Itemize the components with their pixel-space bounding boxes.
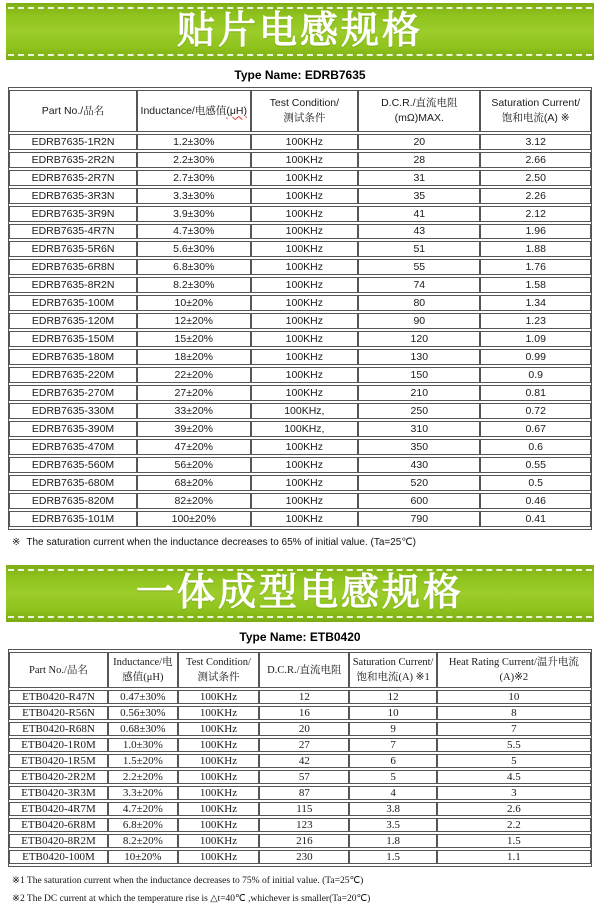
- cell: 310: [358, 421, 480, 437]
- table-row: [9, 493, 591, 509]
- table-row: [9, 818, 591, 832]
- banner-chip-inductor-title: 贴片电感规格: [176, 10, 423, 52]
- cell: 3.3±20%: [108, 786, 178, 800]
- cell: 2.26: [480, 188, 591, 204]
- cell: 7: [437, 722, 591, 736]
- cell: ETB0420-2R2M: [9, 770, 108, 784]
- type-name-etb0420: Type Name: ETB0420: [239, 630, 361, 644]
- cell: 100KHz: [251, 241, 359, 257]
- cell: 100KHz: [251, 224, 359, 239]
- cell: EDRB7635-820M: [9, 493, 137, 509]
- cell: 600: [358, 493, 480, 509]
- cell: 100KHz,: [251, 403, 359, 419]
- etb0420-spec-table: [8, 649, 592, 867]
- cell: 6: [349, 754, 436, 768]
- cell: 5.6±30%: [137, 241, 250, 257]
- table-row: [9, 134, 591, 150]
- cell: 0.9: [480, 367, 591, 383]
- cell: 0.99: [480, 349, 591, 365]
- cell: 5.5: [437, 738, 591, 752]
- cell: ETB0420-R47N: [9, 690, 108, 704]
- cell: 115: [259, 802, 349, 816]
- banner-molded-inductor: [6, 565, 594, 622]
- cell: EDRB7635-470M: [9, 439, 137, 455]
- cell: 230: [259, 850, 349, 864]
- col-header-saturation-current: Saturation Current/ 饱和电流(A) ※1: [349, 652, 436, 688]
- cell: 2.7±30%: [137, 170, 250, 186]
- cell: 39±20%: [137, 421, 250, 437]
- cell: 47±20%: [137, 439, 250, 455]
- cell: EDRB7635-560M: [9, 457, 137, 473]
- cell: 100KHz: [251, 188, 359, 204]
- cell: EDRB7635-2R7N: [9, 170, 137, 186]
- cell: 100KHz: [251, 511, 359, 527]
- cell: 430: [358, 457, 480, 473]
- table-row: [9, 188, 591, 204]
- cell: 35: [358, 188, 480, 204]
- cell: 4.7±30%: [137, 224, 250, 239]
- cell: 120: [358, 331, 480, 347]
- cell: 10±20%: [137, 295, 250, 311]
- table-row: [9, 349, 591, 365]
- cell: ETB0420-6R8M: [9, 818, 108, 832]
- cell: 123: [259, 818, 349, 832]
- col-header-inductance: Inductance/电感值(μH): [137, 90, 250, 132]
- edrb7635-spec-table: [8, 87, 592, 530]
- cell: 80: [358, 295, 480, 311]
- cell: EDRB7635-101M: [9, 511, 137, 527]
- cell: 57: [259, 770, 349, 784]
- cell: 100±20%: [137, 511, 250, 527]
- cell: EDRB7635-5R6N: [9, 241, 137, 257]
- cell: 0.68±30%: [108, 722, 178, 736]
- col-header-heat-rating-current: Heat Rating Current/温升电流 (A)※2: [437, 652, 591, 688]
- cell: 790: [358, 511, 480, 527]
- cell: 16: [259, 706, 349, 720]
- cell: 12±20%: [137, 313, 250, 329]
- cell: 10±20%: [108, 850, 178, 864]
- cell: 12: [259, 690, 349, 704]
- col-header-dcr: D.C.R./直流电阻 (mΩ)MAX.: [358, 90, 480, 132]
- cell: 100KHz: [178, 690, 259, 704]
- cell: 41: [358, 206, 480, 222]
- cell: 27±20%: [137, 385, 250, 401]
- cell: EDRB7635-100M: [9, 295, 137, 311]
- cell: 4: [349, 786, 436, 800]
- cell: EDRB7635-8R2N: [9, 277, 137, 293]
- table-row: [9, 313, 591, 329]
- cell: 100KHz: [178, 722, 259, 736]
- table-row: [9, 224, 591, 239]
- cell: 1.8: [349, 834, 436, 848]
- cell: EDRB7635-180M: [9, 349, 137, 365]
- cell: ETB0420-R68N: [9, 722, 108, 736]
- cell: 100KHz: [251, 493, 359, 509]
- cell: 0.46: [480, 493, 591, 509]
- cell: 3.9±30%: [137, 206, 250, 222]
- cell: EDRB7635-6R8N: [9, 259, 137, 275]
- table-row: [9, 241, 591, 257]
- col-header-saturation-current: Saturation Current/ 饱和电流(A) ※: [480, 90, 591, 132]
- table-row: [9, 754, 591, 768]
- cell: 350: [358, 439, 480, 455]
- cell: 1.1: [437, 850, 591, 864]
- cell: 3.8: [349, 802, 436, 816]
- cell: 1.96: [480, 224, 591, 239]
- cell: 100KHz: [251, 457, 359, 473]
- cell: 8.2±30%: [137, 277, 250, 293]
- cell: ETB0420-R56N: [9, 706, 108, 720]
- cell: 100KHz: [251, 295, 359, 311]
- cell: 0.47±30%: [108, 690, 178, 704]
- cell: 43: [358, 224, 480, 239]
- cell: ETB0420-3R3M: [9, 786, 108, 800]
- cell: EDRB7635-120M: [9, 313, 137, 329]
- cell: 4.7±20%: [108, 802, 178, 816]
- cell: 90: [358, 313, 480, 329]
- cell: 0.56±30%: [108, 706, 178, 720]
- cell: 3: [437, 786, 591, 800]
- cell: ETB0420-100M: [9, 850, 108, 864]
- cell: 5: [349, 770, 436, 784]
- cell: 100KHz: [178, 786, 259, 800]
- footnote-text: The saturation current when the inductance decreases to 65% of initial value. (Ta=25℃): [26, 537, 416, 548]
- table-row: [9, 722, 591, 736]
- table-row: [9, 170, 591, 186]
- cell: 100KHz: [178, 770, 259, 784]
- cell: EDRB7635-270M: [9, 385, 137, 401]
- cell: 74: [358, 277, 480, 293]
- cell: 0.72: [480, 403, 591, 419]
- cell: 4.5: [437, 770, 591, 784]
- cell: 18±20%: [137, 349, 250, 365]
- col-header-part-no: Part No./品名: [9, 652, 108, 688]
- cell: 6.8±20%: [108, 818, 178, 832]
- footnote-2: ※2 The DC current at which the temperature rise is △t=40℃ ,whichever is smaller(Ta=20℃): [12, 894, 371, 904]
- cell: 100KHz: [178, 754, 259, 768]
- table-row: [9, 152, 591, 168]
- cell: 100KHz: [251, 170, 359, 186]
- table-row: [9, 690, 591, 704]
- table-row: [9, 421, 591, 437]
- cell: 100KHz: [251, 152, 359, 168]
- table-row: [9, 403, 591, 419]
- cell: 20: [358, 134, 480, 150]
- cell: 8: [437, 706, 591, 720]
- cell: 100KHz: [251, 313, 359, 329]
- cell: 1.5: [349, 850, 436, 864]
- inductance-unit: (μH): [226, 104, 247, 117]
- cell: 3.12: [480, 134, 591, 150]
- cell: 3.5: [349, 818, 436, 832]
- col-header-part-no: Part No./品名: [9, 90, 137, 132]
- cell: 55: [358, 259, 480, 275]
- cell: 1.76: [480, 259, 591, 275]
- cell: 0.67: [480, 421, 591, 437]
- cell: 2.2: [437, 818, 591, 832]
- footnote-1: ※1 The saturation current when the inductance decreases to 75% of initial value. (Ta=25℃): [12, 876, 364, 886]
- cell: 51: [358, 241, 480, 257]
- table-row: [9, 706, 591, 720]
- cell: 520: [358, 475, 480, 491]
- cell: 1.34: [480, 295, 591, 311]
- cell: 100KHz: [178, 834, 259, 848]
- banner-molded-inductor-title: 一体成型电感规格: [135, 572, 464, 614]
- cell: ETB0420-1R5M: [9, 754, 108, 768]
- cell: 150: [358, 367, 480, 383]
- table-row: [9, 331, 591, 347]
- cell: 216: [259, 834, 349, 848]
- table-row: [9, 834, 591, 848]
- cell: 1.5: [437, 834, 591, 848]
- table-row: [9, 770, 591, 784]
- cell: 100KHz: [178, 818, 259, 832]
- table-header-row: [9, 652, 591, 688]
- cell: 10: [437, 690, 591, 704]
- cell: 9: [349, 722, 436, 736]
- cell: 5: [437, 754, 591, 768]
- cell: 1.09: [480, 331, 591, 347]
- col-header-inductance: Inductance/电 感值(μH): [108, 652, 178, 688]
- cell: 1.2±30%: [137, 134, 250, 150]
- col-header-test-condition: Test Condition/ 测试条件: [251, 90, 359, 132]
- cell: 130: [358, 349, 480, 365]
- cell: EDRB7635-220M: [9, 367, 137, 383]
- cell: 22±20%: [137, 367, 250, 383]
- cell: 7: [349, 738, 436, 752]
- cell: 2.2±20%: [108, 770, 178, 784]
- table-row: [9, 738, 591, 752]
- table-row: [9, 802, 591, 816]
- col-header-test-condition: Test Condition/ 测试条件: [178, 652, 259, 688]
- table-row: [9, 511, 591, 527]
- table-row: [9, 259, 591, 275]
- cell: 2.6: [437, 802, 591, 816]
- cell: 100KHz: [251, 134, 359, 150]
- cell: 1.0±30%: [108, 738, 178, 752]
- cell: 1.23: [480, 313, 591, 329]
- cell: 1.58: [480, 277, 591, 293]
- cell: 6.8±30%: [137, 259, 250, 275]
- cell: 100KHz: [178, 802, 259, 816]
- cell: EDRB7635-680M: [9, 475, 137, 491]
- table-header-row: [9, 90, 591, 132]
- cell: 0.55: [480, 457, 591, 473]
- cell: 10: [349, 706, 436, 720]
- cell: 0.6: [480, 439, 591, 455]
- banner-chip-inductor: [6, 3, 594, 60]
- cell: 12: [349, 690, 436, 704]
- cell: 100KHz: [251, 259, 359, 275]
- cell: 2.12: [480, 206, 591, 222]
- cell: 100KHz: [178, 850, 259, 864]
- cell: 20: [259, 722, 349, 736]
- table-row: [9, 850, 591, 864]
- cell: 100KHz: [251, 206, 359, 222]
- cell: 42: [259, 754, 349, 768]
- cell: 28: [358, 152, 480, 168]
- table-row: [9, 367, 591, 383]
- table-row: [9, 475, 591, 491]
- cell: 100KHz: [251, 439, 359, 455]
- cell: 8.2±20%: [108, 834, 178, 848]
- reference-mark: ※: [12, 537, 21, 548]
- cell: 100KHz: [251, 475, 359, 491]
- col-header-dcr: D.C.R./直流电阻: [259, 652, 349, 688]
- cell: 100KHz,: [251, 421, 359, 437]
- cell: 3.3±30%: [137, 188, 250, 204]
- cell: EDRB7635-1R2N: [9, 134, 137, 150]
- cell: 2.66: [480, 152, 591, 168]
- cell: 31: [358, 170, 480, 186]
- cell: ETB0420-1R0M: [9, 738, 108, 752]
- cell: 87: [259, 786, 349, 800]
- cell: 2.50: [480, 170, 591, 186]
- cell: 250: [358, 403, 480, 419]
- cell: EDRB7635-390M: [9, 421, 137, 437]
- table-row: [9, 277, 591, 293]
- cell: 2.2±30%: [137, 152, 250, 168]
- table-row: [9, 295, 591, 311]
- cell: EDRB7635-2R2N: [9, 152, 137, 168]
- cell: 100KHz: [251, 331, 359, 347]
- cell: 100KHz: [178, 738, 259, 752]
- cell: 56±20%: [137, 457, 250, 473]
- table-row: [9, 786, 591, 800]
- cell: 82±20%: [137, 493, 250, 509]
- cell: 1.5±20%: [108, 754, 178, 768]
- cell: ETB0420-8R2M: [9, 834, 108, 848]
- table-row: [9, 457, 591, 473]
- cell: 100KHz: [251, 385, 359, 401]
- table-row: [9, 385, 591, 401]
- cell: 0.81: [480, 385, 591, 401]
- cell: EDRB7635-4R7N: [9, 224, 137, 239]
- cell: EDRB7635-330M: [9, 403, 137, 419]
- table-row: [9, 439, 591, 455]
- cell: 210: [358, 385, 480, 401]
- cell: EDRB7635-150M: [9, 331, 137, 347]
- cell: 100KHz: [251, 367, 359, 383]
- cell: 0.5: [480, 475, 591, 491]
- cell: 33±20%: [137, 403, 250, 419]
- cell: 100KHz: [178, 706, 259, 720]
- table1-footnote: [12, 537, 600, 548]
- cell: 15±20%: [137, 331, 250, 347]
- cell: 1.88: [480, 241, 591, 257]
- table-row: [9, 206, 591, 222]
- spec-sheet-page: [0, 3, 600, 904]
- cell: EDRB7635-3R9N: [9, 206, 137, 222]
- cell: 27: [259, 738, 349, 752]
- cell: 0.41: [480, 511, 591, 527]
- type-name-edrb7635: Type Name: EDRB7635: [234, 68, 366, 82]
- cell: 100KHz: [251, 277, 359, 293]
- cell: 100KHz: [251, 349, 359, 365]
- cell: 68±20%: [137, 475, 250, 491]
- cell: ETB0420-4R7M: [9, 802, 108, 816]
- cell: EDRB7635-3R3N: [9, 188, 137, 204]
